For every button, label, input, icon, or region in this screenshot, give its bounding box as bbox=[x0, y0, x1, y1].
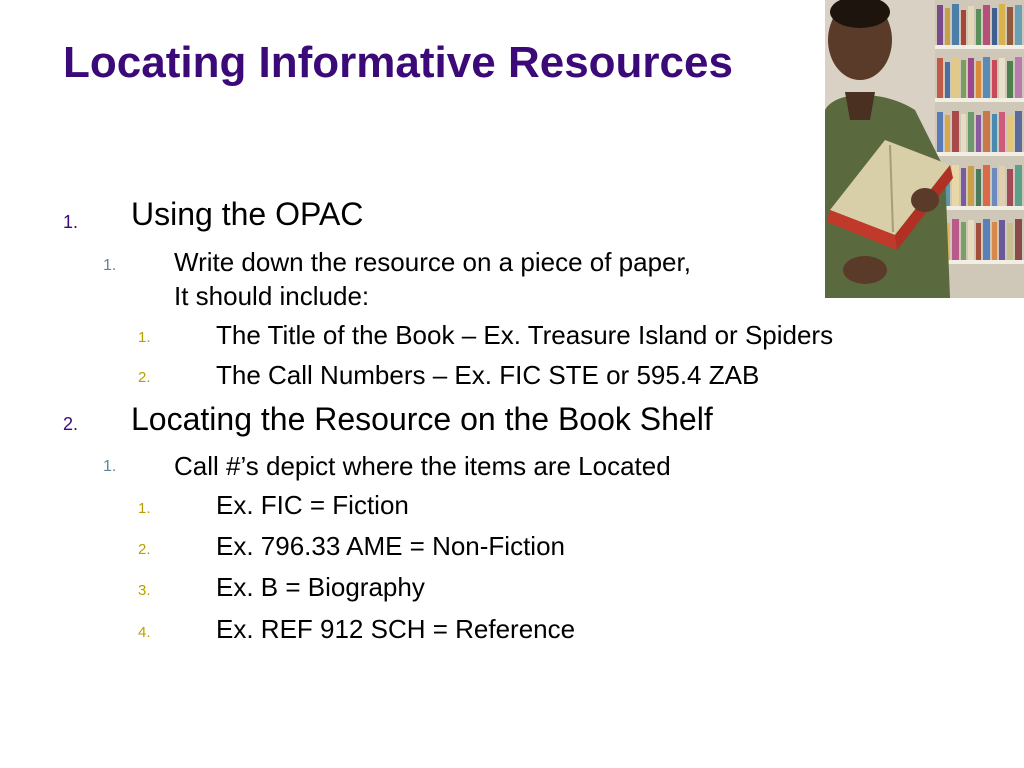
item-number: 1. bbox=[138, 329, 151, 346]
item-text-line1: Write down the resource on a piece of paper, bbox=[174, 247, 691, 277]
item-text: The Title of the Book – Ex. Treasure Island or Spiders bbox=[216, 320, 834, 350]
item-text: Ex. FIC = Fiction bbox=[216, 490, 409, 520]
person-reading-book-icon bbox=[825, 0, 1024, 298]
item-number: 1. bbox=[138, 500, 151, 517]
item-number: 1. bbox=[103, 257, 117, 274]
slide-title: Locating Informative Resources bbox=[63, 38, 733, 87]
item-number: 2. bbox=[138, 369, 151, 386]
item-number: 1. bbox=[103, 458, 117, 475]
item-number: 2. bbox=[63, 414, 79, 434]
item-text: Call #’s depict where the items are Located bbox=[174, 451, 671, 481]
item-text: Locating the Resource on the Book Shelf bbox=[131, 401, 713, 437]
item-text: The Call Numbers – Ex. FIC STE or 595.4 ZAB bbox=[216, 360, 760, 390]
item-number: 1. bbox=[63, 212, 79, 232]
item-text: Ex. B = Biography bbox=[216, 572, 425, 602]
item-number: 3. bbox=[138, 582, 151, 599]
item-text: Ex. REF 912 SCH = Reference bbox=[216, 614, 576, 644]
item-text-line2: It should include: bbox=[174, 281, 370, 311]
library-reader-photo bbox=[825, 0, 1024, 298]
item-text: Ex. 796.33 AME = Non-Fiction bbox=[216, 531, 566, 561]
item-text: Using the OPAC bbox=[131, 196, 364, 232]
item-number: 2. bbox=[138, 541, 151, 558]
item-number: 4. bbox=[138, 624, 151, 641]
